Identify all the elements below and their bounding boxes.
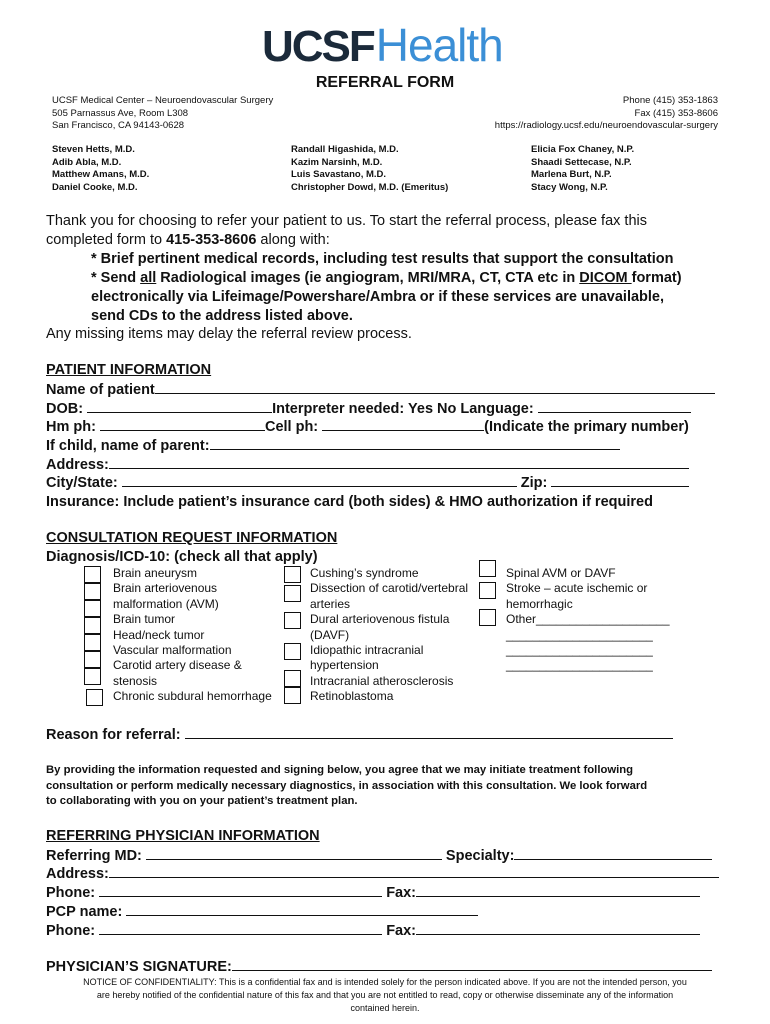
diagnosis-option: (DAVF) bbox=[310, 627, 350, 642]
bullet-part: * Send bbox=[91, 270, 141, 286]
checkbox-dissection[interactable] bbox=[284, 585, 301, 602]
diagnosis-option: hemorrhagic bbox=[506, 596, 573, 611]
consult-info-heading: CONSULTATION REQUEST INFORMATION bbox=[46, 530, 338, 546]
diagnosis-option: Brain arteriovenous bbox=[113, 581, 218, 596]
other-diagnosis-field[interactable]: Other____________________ bbox=[506, 612, 670, 627]
intro-text-part: along with: bbox=[256, 232, 330, 248]
phone-row bbox=[46, 418, 689, 437]
fax-number: Fax (415) 353-8606 bbox=[634, 107, 718, 119]
ucsf-health-logo bbox=[262, 18, 503, 74]
diagnosis-option: Head/neck tumor bbox=[113, 627, 205, 642]
diagnosis-option: Chronic subdural hemorrhage bbox=[113, 689, 272, 704]
diagnosis-option: Retinoblastoma bbox=[310, 689, 394, 704]
parent-name-label: If child, name of parent: bbox=[46, 438, 210, 454]
physician-address-field[interactable] bbox=[109, 865, 719, 878]
patient-address-field[interactable] bbox=[109, 456, 689, 469]
checkbox-intracranial-hypertension[interactable] bbox=[284, 643, 301, 660]
pcp-phone-label: Phone: bbox=[46, 923, 100, 939]
cell-phone-field[interactable] bbox=[322, 418, 484, 431]
physician-address-row bbox=[46, 865, 719, 884]
missing-items-note: Any missing items may delay the referral review process. bbox=[46, 326, 412, 342]
phone-number: Phone (415) 353-1863 bbox=[622, 95, 718, 106]
patient-name-label: Name of patient bbox=[46, 382, 155, 398]
intro-line: Thank you for choosing to refer your patient to us. To start the referral process, please fax this bbox=[46, 213, 647, 229]
diagnosis-option: stenosis bbox=[113, 673, 158, 688]
diagnosis-option: Vascular malformation bbox=[113, 643, 232, 658]
referring-md-field[interactable] bbox=[146, 847, 442, 860]
pcp-label: PCP name: bbox=[46, 904, 127, 920]
agreement-line: to collaborating with you on your patient’s treatment plan. bbox=[46, 795, 358, 807]
staff-column-1 bbox=[52, 144, 149, 194]
staff-name: Shaadi Settecase, N.P. bbox=[531, 156, 632, 168]
notice-line: NOTICE OF CONFIDENTIALITY: This is a confidential fax and is intended solely for the person indicated above. If you are not the intended person, you bbox=[83, 977, 687, 987]
parent-name-field[interactable] bbox=[210, 437, 620, 450]
intro-text bbox=[46, 212, 647, 250]
specialty-label: Specialty: bbox=[441, 848, 515, 864]
checkbox-cushings[interactable] bbox=[284, 566, 301, 583]
patient-address-label: Address: bbox=[46, 457, 109, 473]
other-diagnosis-line[interactable]: ______________________ bbox=[506, 658, 653, 673]
agreement-line: By providing the information requested and signing below, you agree that we may initiate treatment following bbox=[46, 764, 634, 776]
dob-field[interactable] bbox=[87, 400, 272, 413]
staff-column-3 bbox=[531, 144, 634, 194]
website-link[interactable]: https://radiology.ucsf.edu/neuroendovascular-surgery bbox=[494, 120, 718, 131]
physician-phone-field[interactable] bbox=[99, 884, 382, 897]
bullet-part: Radiological images (ie angiogram, MRI/MRA, CT, CTA etc in bbox=[156, 270, 580, 286]
diagnosis-heading: Diagnosis/ICD-10: (check all that apply) bbox=[46, 549, 318, 565]
physician-fax-field[interactable] bbox=[416, 884, 700, 897]
cell-phone-label: Cell ph: bbox=[264, 419, 323, 435]
dob-label: DOB: bbox=[46, 401, 88, 417]
staff-name: Elicia Fox Chaney, N.P. bbox=[531, 144, 635, 155]
bullet-part: format) bbox=[631, 270, 682, 286]
pcp-phone-field[interactable] bbox=[99, 922, 382, 935]
checkbox-brain-avm[interactable] bbox=[84, 583, 101, 600]
bullet-images-line3: send CDs to the address listed above. bbox=[91, 308, 353, 324]
diagnosis-option: Brain aneurysm bbox=[113, 566, 198, 580]
interpreter-label: Interpreter needed: Yes No Language: bbox=[272, 401, 538, 417]
diagnosis-option: Carotid artery disease & bbox=[113, 658, 242, 673]
bullet-records: * Brief pertinent medical records, including test results that support the consultation bbox=[91, 251, 674, 267]
diagnosis-column-2 bbox=[310, 566, 468, 705]
diagnosis-option: Intracranial atherosclerosis bbox=[310, 673, 454, 688]
physician-address-label: Address: bbox=[46, 866, 109, 882]
referring-md-label: Referring MD: bbox=[46, 848, 146, 864]
reason-row bbox=[46, 726, 673, 745]
checkbox-spinal-avm[interactable] bbox=[479, 560, 496, 577]
reason-label: Reason for referral: bbox=[46, 727, 185, 743]
reason-field[interactable] bbox=[185, 726, 673, 739]
diagnosis-option: malformation (AVM) bbox=[113, 596, 219, 611]
pcp-fax-label: Fax: bbox=[382, 923, 417, 939]
referring-md-row bbox=[46, 847, 712, 866]
insurance-note: Insurance: Include patient’s insurance card (both sides) & HMO authorization if required bbox=[46, 494, 653, 510]
city-row bbox=[46, 474, 689, 493]
bullet-dicom-underlined: DICOM bbox=[579, 270, 632, 286]
home-phone-field[interactable] bbox=[100, 418, 265, 431]
patient-info-heading: PATIENT INFORMATION bbox=[46, 362, 212, 378]
logo-ucsf-text: UCSF bbox=[262, 22, 374, 71]
signature-label: PHYSICIAN’S SIGNATURE: bbox=[46, 959, 232, 975]
physician-phone-label: Phone: bbox=[46, 885, 100, 901]
fax-highlight: 415-353-8606 bbox=[166, 232, 257, 248]
specialty-field[interactable] bbox=[514, 847, 712, 860]
checkbox-intracranial-atherosclerosis[interactable] bbox=[284, 670, 301, 687]
dob-row bbox=[46, 400, 691, 419]
clinic-address bbox=[52, 95, 273, 133]
physician-info-heading: REFERRING PHYSICIAN INFORMATION bbox=[46, 828, 320, 844]
clinic-contact bbox=[495, 95, 718, 133]
intro-text-part: completed form to bbox=[46, 232, 167, 248]
diagnosis-option: Brain tumor bbox=[113, 612, 176, 627]
primary-number-note: (Indicate the primary number) bbox=[484, 419, 689, 435]
diagnosis-column-1 bbox=[113, 566, 272, 705]
patient-name-field[interactable] bbox=[155, 381, 715, 394]
checkbox-stroke[interactable] bbox=[479, 582, 496, 599]
instruction-bullets bbox=[91, 250, 682, 326]
checkbox-brain-tumor[interactable] bbox=[84, 617, 101, 634]
staff-name: Luis Savastano, M.D. bbox=[291, 169, 387, 180]
checkbox-brain-avm-2[interactable] bbox=[84, 600, 101, 617]
checkbox-retinoblastoma[interactable] bbox=[284, 687, 301, 704]
confidentiality-notice bbox=[30, 976, 740, 1015]
staff-column-2 bbox=[291, 144, 448, 194]
checkbox-head-neck-tumor[interactable] bbox=[84, 634, 101, 651]
physician-fax-label: Fax: bbox=[382, 885, 417, 901]
checkbox-brain-aneurysm[interactable] bbox=[84, 566, 101, 583]
city-field[interactable] bbox=[122, 474, 517, 487]
parent-row bbox=[46, 437, 620, 456]
patient-address-row bbox=[46, 456, 689, 475]
diagnosis-option: Cushing’s syndrome bbox=[310, 566, 419, 580]
staff-name: Randall Higashida, M.D. bbox=[291, 144, 399, 155]
checkbox-davf[interactable] bbox=[284, 612, 301, 629]
staff-name: Matthew Amans, M.D. bbox=[52, 169, 150, 180]
notice-line: contained herein. bbox=[350, 1003, 420, 1013]
signature-row bbox=[46, 958, 712, 977]
diagnosis-column-3 bbox=[506, 566, 670, 674]
diagnosis-option: arteries bbox=[310, 596, 351, 611]
checkbox-chronic-subdural[interactable] bbox=[86, 689, 103, 706]
home-phone-label: Hm ph: bbox=[46, 419, 100, 435]
other-diagnosis-line[interactable]: ______________________ bbox=[506, 627, 653, 642]
physician-phone-row bbox=[46, 884, 700, 903]
staff-name: Stacy Wong, N.P. bbox=[531, 181, 608, 193]
staff-name: Marlena Burt, N.P. bbox=[531, 169, 612, 180]
bullet-images bbox=[91, 269, 682, 288]
diagnosis-option: Dural arteriovenous fistula bbox=[310, 612, 450, 627]
pcp-row bbox=[46, 903, 478, 922]
bullet-images-line2: electronically via Lifeimage/Powershare/Ambra or if these services are unavailable, bbox=[91, 289, 665, 305]
notice-line: are hereby notified of the confidential nature of this fax and that you are not entitled to read, copy or otherwise disseminate any of the information bbox=[96, 990, 674, 1000]
staff-name: Kazim Narsinh, M.D. bbox=[291, 156, 383, 168]
staff-name: Adib Abla, M.D. bbox=[52, 156, 122, 168]
diagnosis-option: Dissection of carotid/vertebral bbox=[310, 581, 469, 596]
pcp-phone-row bbox=[46, 922, 700, 941]
diagnosis-option: hypertension bbox=[310, 658, 379, 673]
pcp-field[interactable] bbox=[126, 903, 478, 916]
city-label: City/State: bbox=[46, 475, 122, 491]
zip-field[interactable] bbox=[551, 474, 689, 487]
agreement-text bbox=[46, 763, 647, 810]
other-diagnosis-line[interactable]: ______________________ bbox=[506, 643, 653, 658]
patient-name-row bbox=[46, 381, 715, 400]
diagnosis-option: Stroke – acute ischemic or bbox=[506, 581, 648, 596]
staff-name: Daniel Cooke, M.D. bbox=[52, 181, 138, 193]
checkbox-vascular-malformation[interactable] bbox=[84, 651, 101, 668]
logo-health-text: Health bbox=[375, 19, 503, 71]
form-title: REFERRAL FORM bbox=[315, 74, 455, 91]
address-line: 505 Parnassus Ave, Room L308 bbox=[52, 107, 189, 119]
staff-name: Steven Hetts, M.D. bbox=[52, 144, 135, 155]
address-line: UCSF Medical Center – Neuroendovascular Surgery bbox=[52, 95, 274, 106]
agreement-line: consultation or perform medically necessary diagnostics, in association with this consultation. We look forward bbox=[46, 779, 648, 792]
staff-name: Christopher Dowd, M.D. (Emeritus) bbox=[291, 181, 449, 193]
bullet-all-underlined: all bbox=[140, 270, 157, 286]
signature-field[interactable] bbox=[232, 958, 712, 971]
language-field[interactable] bbox=[538, 400, 691, 413]
diagnosis-option: Spinal AVM or DAVF bbox=[506, 566, 616, 580]
address-line: San Francisco, CA 94143-0628 bbox=[52, 120, 185, 131]
pcp-fax-field[interactable] bbox=[416, 922, 700, 935]
checkbox-other[interactable] bbox=[479, 609, 496, 626]
checkbox-carotid-stenosis[interactable] bbox=[84, 668, 101, 685]
zip-label: Zip: bbox=[516, 475, 552, 491]
intro-line bbox=[46, 231, 647, 250]
diagnosis-option: Idiopathic intracranial bbox=[310, 643, 424, 658]
